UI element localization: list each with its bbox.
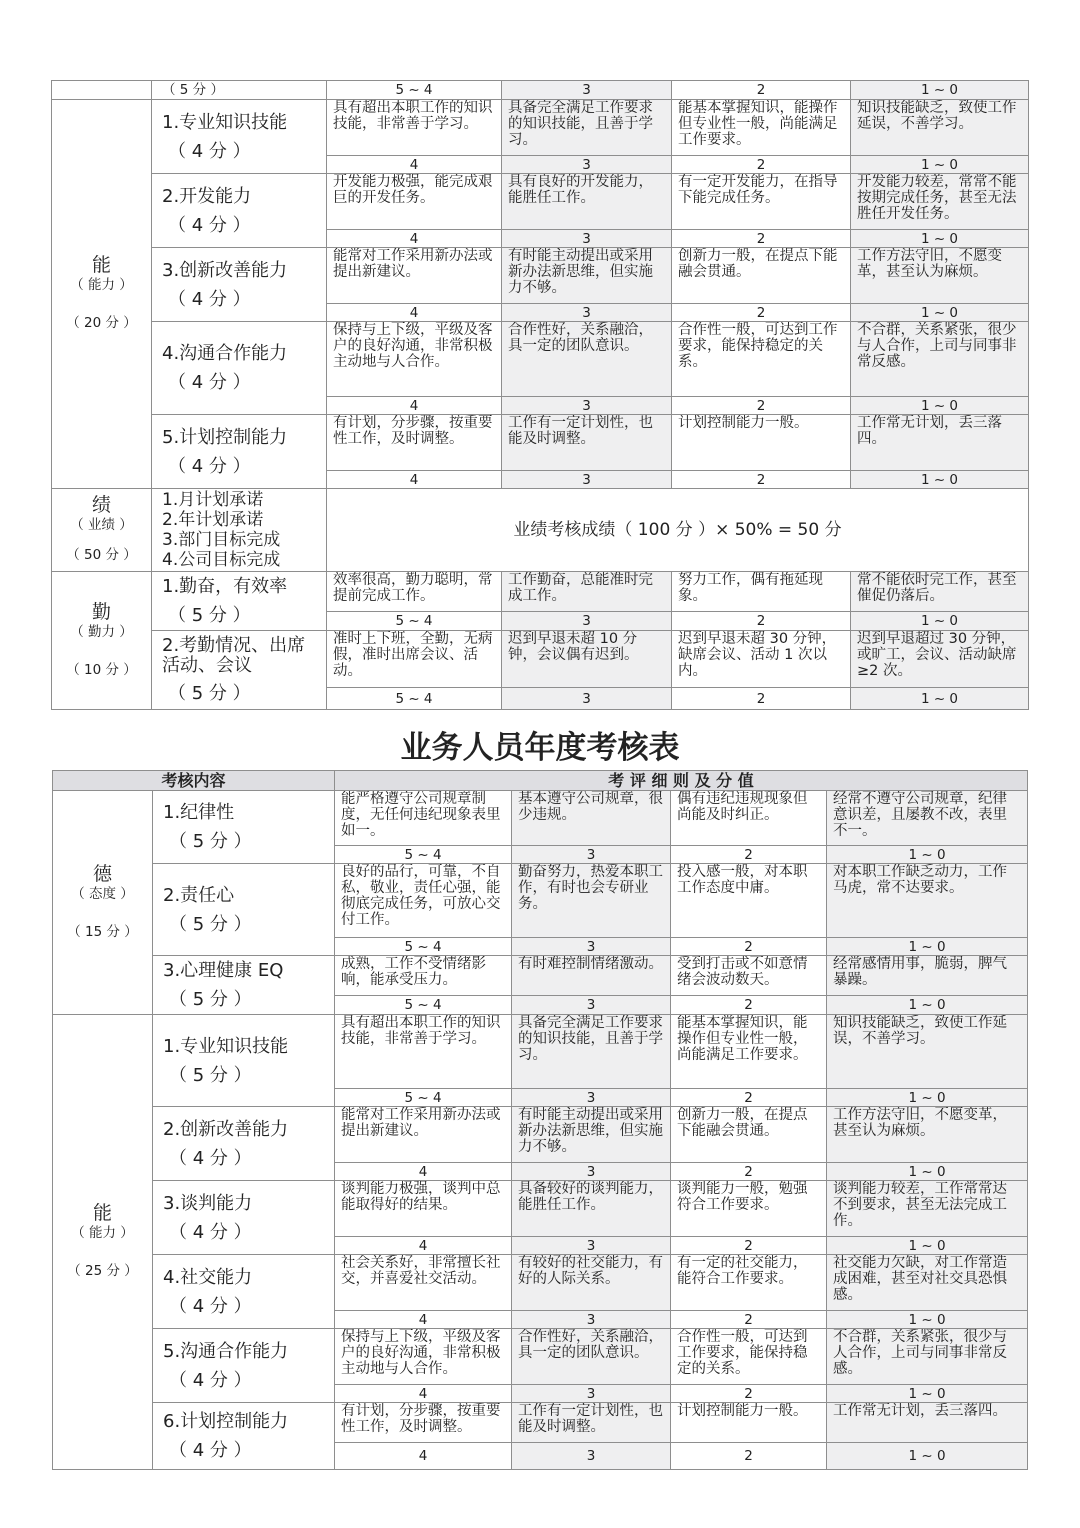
desc-cell: 不合群，关系紧张，很少与人合作，上司与同事非常反感。 bbox=[851, 322, 1029, 397]
item-label: 1.专业知识技能 bbox=[163, 1035, 289, 1057]
score-cell: 2 bbox=[672, 397, 851, 415]
table-row bbox=[53, 956, 1028, 996]
category-points: （ 50 分 ） bbox=[66, 547, 137, 563]
score-cell: 4 bbox=[335, 1385, 512, 1403]
score-cell: 4 bbox=[327, 230, 502, 248]
desc-cell: 具有超出本职工作的知识技能，非常善于学习。 bbox=[335, 1015, 512, 1089]
score-cell: 2 bbox=[671, 1163, 827, 1181]
item-points: （ 5 分 ） bbox=[168, 605, 251, 626]
item-label: 5.计划控制能力 bbox=[162, 426, 288, 448]
desc-cell: 不合群，关系紧张，很少与人合作，上司与同事非常反感。 bbox=[827, 1329, 1028, 1385]
category-performance bbox=[52, 489, 152, 572]
table-row bbox=[52, 631, 1029, 688]
desc-cell: 努力工作，偶有拖延现象。 bbox=[672, 572, 851, 612]
score-cell: 2 bbox=[672, 230, 851, 248]
score-cell: 3 bbox=[512, 938, 671, 956]
score-cell: 3 bbox=[512, 1089, 671, 1107]
category-sub: （ 勤力 ） bbox=[70, 623, 133, 640]
item-label: 6.计划控制能力 bbox=[163, 1411, 289, 1432]
score-cell: 4 bbox=[335, 1311, 512, 1329]
desc-cell: 有时能主动提出或采用新办法新思维，但实施力不够。 bbox=[502, 248, 672, 304]
table-row bbox=[52, 100, 1029, 156]
score-cell: 2 bbox=[671, 1385, 827, 1403]
desc-cell: 有一定的社交能力，能符合工作要求。 bbox=[671, 1255, 827, 1311]
score-cell: 3 bbox=[512, 1237, 671, 1255]
score-cell: 5 ~ 4 bbox=[335, 996, 512, 1015]
score-cell: 1 ~ 0 bbox=[827, 996, 1028, 1015]
category-ability bbox=[52, 100, 152, 489]
item-label: 3.创新改善能力 bbox=[162, 259, 288, 281]
category-points: （ 10 分 ） bbox=[66, 661, 137, 678]
score-cell: 3 bbox=[502, 81, 672, 100]
score-cell: 1 ~ 0 bbox=[827, 1089, 1028, 1107]
item-label-cell bbox=[153, 1181, 335, 1255]
score-cell: 2 bbox=[671, 1237, 827, 1255]
desc-cell: 迟到早退未超 30 分钟，缺席会议、活动 1 次以内。 bbox=[672, 631, 851, 688]
desc-cell: 社会关系好，非常擅长社交，并喜爱社交活动。 bbox=[335, 1255, 512, 1311]
desc-cell: 效率很高，勤力聪明，常提前完成工作。 bbox=[327, 572, 502, 612]
score-cell: 5 ~ 4 bbox=[335, 938, 512, 956]
desc-cell: 合作性好，关系融洽，具一定的团队意识。 bbox=[502, 322, 672, 397]
desc-cell: 迟到早退未超 10 分钟，会议偶有迟到。 bbox=[502, 631, 672, 688]
item-points: （ 4 分 ） bbox=[168, 372, 251, 393]
desc-cell: 迟到早退超过 30 分钟，或旷工，会议、活动缺席≥2 次。 bbox=[851, 631, 1029, 688]
desc-cell: 准时上下班，全勤，无病假，准时出席会议、活动。 bbox=[327, 631, 502, 688]
item-label: 1.纪律性 bbox=[163, 802, 235, 823]
annual-assessment-table bbox=[52, 770, 1028, 1470]
score-cell: 5 ~ 4 bbox=[335, 846, 512, 864]
category-sub: （ 能力 ） bbox=[70, 277, 133, 293]
score-cell: 1 ~ 0 bbox=[851, 397, 1029, 415]
performance-items bbox=[152, 489, 327, 572]
assessment-table-continued bbox=[51, 80, 1029, 710]
item-points: （ 4 分 ） bbox=[169, 1221, 252, 1243]
score-cell: 2 bbox=[672, 304, 851, 322]
desc-cell: 能严格遵守公司规章制度，无任何违纪现象表里如一。 bbox=[335, 791, 512, 846]
desc-cell: 创新力一般，在提点下能融会贯通。 bbox=[671, 1107, 827, 1163]
desc-cell: 工作有一定计划性，也能及时调整。 bbox=[512, 1403, 671, 1443]
score-cell: 2 bbox=[672, 156, 851, 174]
category-morality bbox=[53, 791, 153, 1015]
category-points: （ 15 分 ） bbox=[67, 923, 138, 940]
desc-cell: 能基本掌握知识，能操作但专业性一般，尚能满足工作要求。 bbox=[671, 1015, 827, 1089]
score-cell: 2 bbox=[671, 938, 827, 956]
item-label: 3.心理健康 EQ bbox=[163, 960, 284, 981]
item-points: （ 4 分 ） bbox=[168, 455, 251, 477]
category-name: 能 bbox=[92, 1202, 112, 1224]
desc-cell: 计划控制能力一般。 bbox=[671, 1403, 827, 1443]
desc-cell: 具备较好的谈判能力，能胜任工作。 bbox=[512, 1181, 671, 1237]
category-name: 德 bbox=[92, 862, 112, 885]
score-cell: 4 bbox=[327, 304, 502, 322]
list-item: 3.部门目标完成 bbox=[162, 530, 281, 550]
desc-cell: 投入感一般，对本职工作态度中庸。 bbox=[671, 864, 827, 938]
desc-cell: 有计划，分步骤，按重要性工作，及时调整。 bbox=[327, 415, 502, 471]
list-item: 2.年计划承诺 bbox=[162, 510, 264, 530]
desc-cell: 有一定开发能力，在指导下能完成任务。 bbox=[672, 174, 851, 230]
score-cell: 3 bbox=[502, 471, 672, 489]
category-name: 绩 bbox=[91, 494, 111, 516]
item-points: （ 5 分 ） bbox=[168, 683, 251, 704]
item-points: （ 4 分 ） bbox=[168, 140, 251, 162]
desc-cell: 谈判能力一般，勉强符合工作要求。 bbox=[671, 1181, 827, 1237]
item-points: （ 4 分 ） bbox=[168, 214, 251, 236]
desc-cell: 合作性好，关系融洽，具一定的团队意识。 bbox=[512, 1329, 671, 1385]
desc-cell: 计划控制能力一般。 bbox=[672, 415, 851, 471]
desc-cell: 受到打击或不如意情绪会波动数天。 bbox=[671, 956, 827, 996]
item-label-cell bbox=[153, 1255, 335, 1329]
desc-cell: 谈判能力较差，工作常常达不到要求，甚至无法完成工作。 bbox=[827, 1181, 1028, 1237]
item-points: （ 4 分 ） bbox=[169, 1147, 252, 1169]
desc-cell: 偶有违纪违规现象但尚能及时纠正。 bbox=[671, 791, 827, 846]
performance-formula: 业绩考核成绩（ 100 分 ）× 50% = 50 分 bbox=[327, 489, 1029, 572]
score-cell: 5 ~ 4 bbox=[327, 688, 502, 710]
desc-cell: 具备完全满足工作要求的知识技能，且善于学习。 bbox=[512, 1015, 671, 1089]
desc-cell: 开发能力较差，常常不能按期完成任务，甚至无法胜任开发任务。 bbox=[851, 174, 1029, 230]
item-points: （ 4 分 ） bbox=[169, 1440, 252, 1461]
item-points: （ 4 分 ） bbox=[168, 288, 251, 310]
category-name: 能 bbox=[91, 254, 111, 276]
desc-cell: 合作性一般，可达到工作要求，能保持稳定的关系。 bbox=[671, 1329, 827, 1385]
table-row bbox=[52, 174, 1029, 230]
desc-cell: 良好的品行，可靠，不自私，敬业，责任心强，能彻底完成任务，可放心交付工作。 bbox=[335, 864, 512, 938]
item-label-cell bbox=[153, 1329, 335, 1403]
score-cell: 4 bbox=[327, 471, 502, 489]
item-points: （ 5 分 ） bbox=[152, 81, 327, 100]
item-label: 1.勤奋，有效率 bbox=[162, 576, 288, 597]
score-cell: 2 bbox=[671, 1443, 827, 1470]
item-label-cell bbox=[153, 956, 335, 1015]
desc-cell: 对本职工作缺乏动力，工作马虎，常不达要求。 bbox=[827, 864, 1028, 938]
desc-cell: 保持与上下级，平级及客户的良好沟通，非常积极主动地与人合作。 bbox=[327, 322, 502, 397]
score-cell: 1 ~ 0 bbox=[827, 846, 1028, 864]
desc-cell: 经常感情用事，脆弱，脾气暴躁。 bbox=[827, 956, 1028, 996]
item-label-cell bbox=[153, 1403, 335, 1470]
item-label: 1.专业知识技能 bbox=[162, 111, 288, 133]
item-label: 3.谈判能力 bbox=[163, 1192, 253, 1214]
item-label: 5.沟通合作能力 bbox=[163, 1340, 289, 1362]
desc-cell: 常不能依时完工作，甚至催促仍落后。 bbox=[851, 572, 1029, 612]
item-label: 2.创新改善能力 bbox=[163, 1118, 289, 1140]
desc-cell: 经常不遵守公司规章，纪律意识差，且屡教不改，表里不一。 bbox=[827, 791, 1028, 846]
desc-cell: 能常对工作采用新办法或提出新建议。 bbox=[327, 248, 502, 304]
desc-cell: 能基本掌握知识，能操作但专业性一般，尚能满足工作要求。 bbox=[672, 100, 851, 156]
desc-cell: 开发能力极强，能完成艰巨的开发任务。 bbox=[327, 174, 502, 230]
table-row bbox=[52, 489, 1029, 572]
table-row bbox=[52, 81, 1029, 100]
list-item: 1.月计划承诺 bbox=[162, 490, 264, 510]
category-sub: （ 态度 ） bbox=[71, 885, 134, 902]
desc-cell: 有计划，分步骤，按重要性工作，及时调整。 bbox=[335, 1403, 512, 1443]
score-cell: 5 ~ 4 bbox=[335, 1089, 512, 1107]
category-diligence bbox=[52, 572, 152, 710]
desc-cell: 谈判能力极强，谈判中总能取得好的结果。 bbox=[335, 1181, 512, 1237]
header-content: 考核内容 bbox=[53, 771, 335, 791]
score-cell: 1 ~ 0 bbox=[851, 81, 1029, 100]
score-cell: 3 bbox=[512, 1311, 671, 1329]
item-label: 4.社交能力 bbox=[163, 1266, 253, 1288]
score-cell: 5 ~ 4 bbox=[327, 612, 502, 631]
item-points: （ 5 分 ） bbox=[169, 913, 252, 935]
item-points: （ 5 分 ） bbox=[169, 831, 252, 852]
score-cell: 3 bbox=[502, 156, 672, 174]
table-row bbox=[52, 248, 1029, 304]
category-sub: （ 能力 ） bbox=[71, 1225, 134, 1241]
desc-cell: 工作勤奋，总能准时完成工作。 bbox=[502, 572, 672, 612]
score-cell: 1 ~ 0 bbox=[827, 1237, 1028, 1255]
item-label-cell bbox=[152, 248, 327, 322]
score-cell: 4 bbox=[335, 1443, 512, 1470]
score-cell: 3 bbox=[502, 304, 672, 322]
item-points: （ 5 分 ） bbox=[169, 1064, 252, 1086]
desc-cell: 具有超出本职工作的知识技能，非常善于学习。 bbox=[327, 100, 502, 156]
score-cell: 2 bbox=[671, 1089, 827, 1107]
score-cell: 3 bbox=[512, 1163, 671, 1181]
desc-cell: 具备完全满足工作要求的知识技能，且善于学习。 bbox=[502, 100, 672, 156]
desc-cell: 工作方法守旧，不愿变革，甚至认为麻烦。 bbox=[827, 1107, 1028, 1163]
item-points: （ 5 分 ） bbox=[169, 989, 252, 1010]
desc-cell: 具有良好的开发能力，能胜任工作。 bbox=[502, 174, 672, 230]
item-label-cell bbox=[153, 1107, 335, 1181]
table-row bbox=[53, 864, 1028, 938]
score-cell: 1 ~ 0 bbox=[851, 304, 1029, 322]
item-label-cell bbox=[152, 100, 327, 174]
table-row bbox=[53, 1015, 1028, 1089]
category-name: 勤 bbox=[91, 600, 111, 623]
desc-cell: 工作常无计划，丢三落四。 bbox=[851, 415, 1029, 471]
item-label: 2.责任心 bbox=[163, 884, 235, 906]
score-cell: 1 ~ 0 bbox=[851, 230, 1029, 248]
score-cell: 3 bbox=[512, 846, 671, 864]
desc-cell: 工作方法守旧，不愿变革，甚至认为麻烦。 bbox=[851, 248, 1029, 304]
score-cell: 5 ~ 4 bbox=[327, 81, 502, 100]
score-cell: 3 bbox=[512, 996, 671, 1015]
score-cell: 2 bbox=[671, 1311, 827, 1329]
item-label: 2.考勤情况、出席活动、会议 bbox=[162, 635, 306, 676]
desc-cell: 合作性一般，可达到工作要求，能保持稳定的关系。 bbox=[672, 322, 851, 397]
score-cell: 4 bbox=[335, 1163, 512, 1181]
category-sub: （ 业绩 ） bbox=[70, 517, 133, 533]
category-cell-empty bbox=[52, 81, 152, 100]
desc-cell: 知识技能缺乏，致使工作延误，不善学习。 bbox=[827, 1015, 1028, 1089]
desc-cell: 创新力一般，在提点下能融会贯通。 bbox=[672, 248, 851, 304]
score-cell: 4 bbox=[327, 397, 502, 415]
desc-cell: 能常对工作采用新办法或提出新建议。 bbox=[335, 1107, 512, 1163]
table-row bbox=[52, 415, 1029, 471]
item-label-cell bbox=[153, 791, 335, 864]
desc-cell: 有时能主动提出或采用新办法新思维，但实施力不够。 bbox=[512, 1107, 671, 1163]
desc-cell: 基本遵守公司规章，很少违规。 bbox=[512, 791, 671, 846]
header-criteria: 考 评 细 则 及 分 值 bbox=[335, 771, 1028, 791]
score-cell: 2 bbox=[671, 846, 827, 864]
item-label-cell bbox=[153, 864, 335, 956]
score-cell: 1 ~ 0 bbox=[851, 471, 1029, 489]
score-cell: 2 bbox=[671, 996, 827, 1015]
item-label-cell bbox=[152, 572, 327, 631]
score-cell: 1 ~ 0 bbox=[827, 1163, 1028, 1181]
table-row bbox=[53, 1403, 1028, 1443]
page-title: 业务人员年度考核表 bbox=[400, 730, 680, 766]
score-cell: 4 bbox=[335, 1237, 512, 1255]
item-label-cell bbox=[152, 631, 327, 710]
item-label-cell bbox=[153, 1015, 335, 1107]
score-cell: 3 bbox=[502, 612, 672, 631]
item-label-cell bbox=[152, 322, 327, 415]
score-cell: 1 ~ 0 bbox=[827, 938, 1028, 956]
score-cell: 2 bbox=[672, 688, 851, 710]
desc-cell: 工作有一定计划性，也能及时调整。 bbox=[502, 415, 672, 471]
score-cell: 3 bbox=[512, 1443, 671, 1470]
table-row bbox=[52, 572, 1029, 612]
table-header-row bbox=[53, 771, 1028, 791]
score-cell: 3 bbox=[502, 688, 672, 710]
desc-cell: 社交能力欠缺，对工作常造成困难，甚至对社交具恐惧感。 bbox=[827, 1255, 1028, 1311]
desc-cell: 工作常无计划，丢三落四。 bbox=[827, 1403, 1028, 1443]
table-row bbox=[52, 322, 1029, 397]
score-cell: 3 bbox=[502, 397, 672, 415]
score-cell: 1 ~ 0 bbox=[851, 156, 1029, 174]
desc-cell: 有较好的社交能力，有好的人际关系。 bbox=[512, 1255, 671, 1311]
category-ability bbox=[53, 1015, 153, 1470]
table-row bbox=[53, 1255, 1028, 1311]
desc-cell: 勤奋努力，热爱本职工作，有时也会专研业务。 bbox=[512, 864, 671, 938]
desc-cell: 成熟，工作不受情绪影响，能承受压力。 bbox=[335, 956, 512, 996]
score-cell: 2 bbox=[672, 81, 851, 100]
table-row bbox=[53, 1107, 1028, 1163]
score-cell: 1 ~ 0 bbox=[827, 1385, 1028, 1403]
desc-cell: 知识技能缺乏，致使工作延误，不善学习。 bbox=[851, 100, 1029, 156]
desc-cell: 保持与上下级，平级及客户的良好沟通，非常积极主动地与人合作。 bbox=[335, 1329, 512, 1385]
score-cell: 2 bbox=[672, 612, 851, 631]
score-cell: 3 bbox=[512, 1385, 671, 1403]
score-cell: 4 bbox=[327, 156, 502, 174]
score-cell: 2 bbox=[672, 471, 851, 489]
table-row bbox=[53, 791, 1028, 846]
item-label: 4.沟通合作能力 bbox=[162, 343, 288, 364]
item-label: 2.开发能力 bbox=[162, 185, 252, 207]
list-item: 4.公司目标完成 bbox=[162, 550, 281, 570]
item-label-cell bbox=[152, 415, 327, 489]
score-cell: 1 ~ 0 bbox=[851, 612, 1029, 631]
item-label-cell bbox=[152, 174, 327, 248]
table-row bbox=[53, 1329, 1028, 1385]
desc-cell: 有时难控制情绪激动。 bbox=[512, 956, 671, 996]
category-points: （ 25 分 ） bbox=[67, 1263, 138, 1279]
score-cell: 1 ~ 0 bbox=[851, 688, 1029, 710]
score-cell: 1 ~ 0 bbox=[827, 1311, 1028, 1329]
score-cell: 1 ~ 0 bbox=[827, 1443, 1028, 1470]
item-points: （ 4 分 ） bbox=[169, 1295, 252, 1317]
score-cell: 3 bbox=[502, 230, 672, 248]
table-row bbox=[53, 1181, 1028, 1237]
item-points: （ 4 分 ） bbox=[169, 1369, 252, 1391]
category-points: （ 20 分 ） bbox=[66, 315, 137, 331]
